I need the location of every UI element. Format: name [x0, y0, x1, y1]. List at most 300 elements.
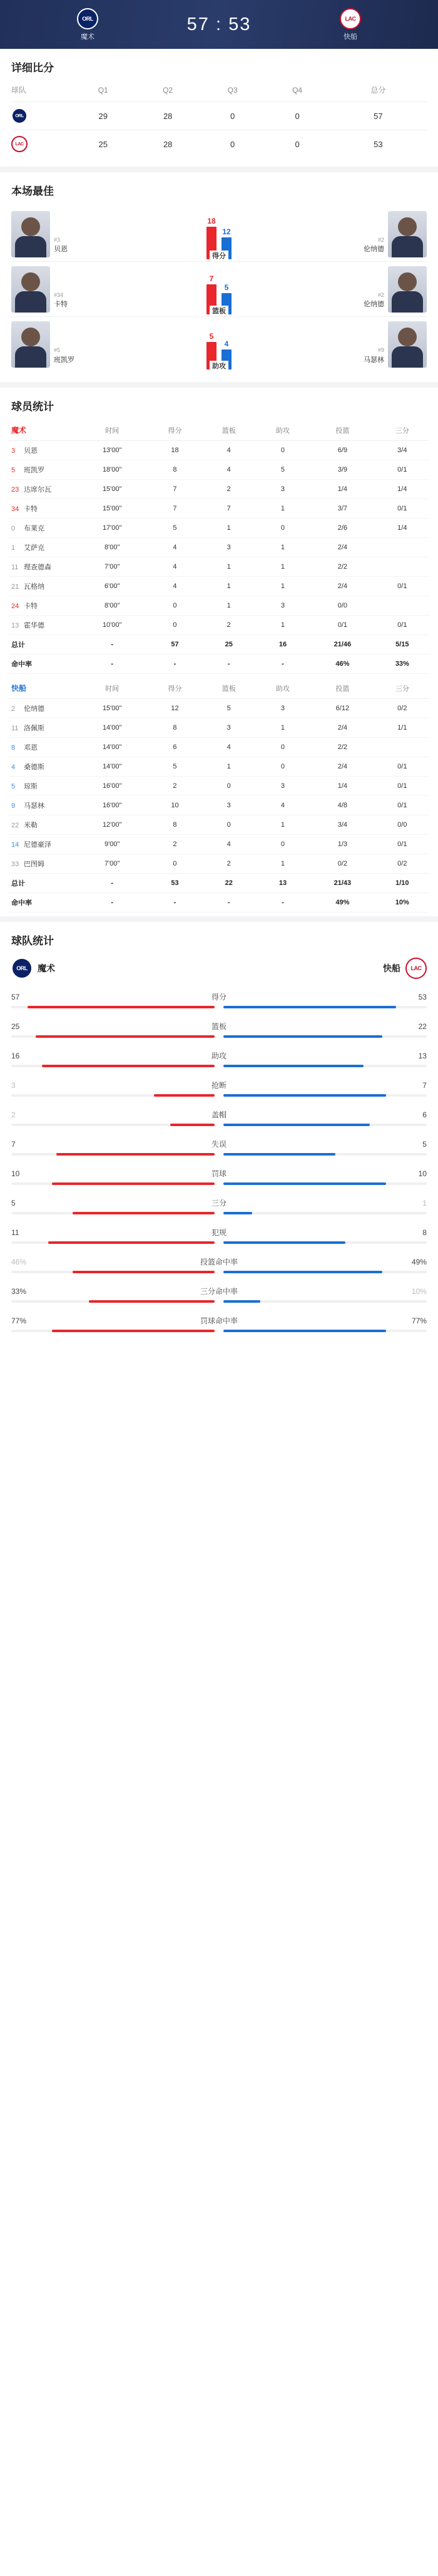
player-fg: 6/12 [310, 699, 375, 718]
team-stat-right-value: 1 [422, 1198, 427, 1208]
best-stat-label: 助攻 [210, 361, 228, 371]
team-stat-bar-right [223, 1124, 427, 1126]
player-minutes: 6'00" [76, 577, 148, 596]
player-assists: 0 [256, 738, 310, 757]
best-left-player[interactable] [11, 266, 86, 313]
player-name: 伦纳德 [364, 246, 384, 253]
team-stats-right-team [383, 958, 427, 979]
team-stat-left-value: 25 [11, 1022, 20, 1031]
team-stat-bar-left [11, 1330, 215, 1332]
player-points: 10 [148, 796, 201, 815]
magic-logo-icon: ORL [11, 958, 33, 979]
player-assists: 0 [256, 519, 310, 538]
player-fg: 6/9 [310, 441, 375, 460]
clippers-logo-icon: LAC [405, 958, 427, 979]
player-points: 2 [148, 835, 201, 854]
player-minutes: 7'00" [76, 557, 148, 577]
player-points: 4 [148, 538, 201, 557]
detail-total: 57 [330, 102, 427, 130]
team-stat-row [11, 1253, 427, 1282]
player-minutes: 18'00" [76, 460, 148, 480]
player-minutes: 14'00" [76, 718, 148, 738]
team-stat-right-value: 5 [422, 1139, 427, 1149]
player-fg: 2/2 [310, 738, 375, 757]
player-minutes: 15'00" [76, 499, 148, 519]
detail-col-q3: Q3 [227, 85, 238, 95]
away-team-name: 快船 [344, 33, 357, 41]
team-total-row: 总计 - 57 25 16 21/46 5/15 [9, 635, 429, 654]
player-points: 5 [148, 519, 201, 538]
col-3p: 三分 [375, 420, 429, 441]
player-minutes: 16'00" [76, 796, 148, 815]
player-stats-magic [0, 420, 438, 678]
best-right-player[interactable] [352, 266, 427, 313]
player-minutes: 10'00" [76, 616, 148, 635]
team-stat-label: 罚球命中率 [200, 1316, 238, 1325]
team-stat-left-value: 5 [11, 1198, 16, 1208]
team-stats-left-team [11, 958, 55, 979]
team-stat-right-value: 49% [411, 1257, 427, 1266]
player-3p: 0/1 [375, 757, 429, 777]
table-row[interactable] [9, 480, 429, 499]
player-3p: 0/1 [375, 796, 429, 815]
table-row[interactable] [9, 777, 429, 796]
detail-col-total: 总分 [370, 86, 386, 95]
best-stat-label: 得分 [210, 251, 228, 261]
table-row[interactable] [9, 815, 429, 835]
avatar [11, 211, 50, 257]
team-stats-right-name: 快船 [383, 963, 400, 973]
avatar [388, 211, 427, 257]
player-number: #5 [54, 347, 61, 353]
player-3p: 0/1 [375, 499, 429, 519]
player-3p: 1/4 [375, 519, 429, 538]
table-row[interactable] [9, 441, 429, 460]
best-left-player[interactable] [11, 211, 86, 257]
col-fg: 投篮 [310, 678, 375, 699]
player-fg: 3/4 [310, 815, 375, 835]
player-rebounds: 2 [202, 854, 256, 874]
player-cell: 8 邓恩 [9, 738, 76, 757]
player-points: 0 [148, 596, 201, 616]
detail-score-table [0, 81, 438, 167]
team-stat-left-value: 33% [11, 1286, 27, 1296]
player-rebounds: 3 [202, 538, 256, 557]
col-ast: 助攻 [256, 678, 310, 699]
player-cell: 2 伦纳德 [9, 699, 76, 718]
player-fg: 0/0 [310, 596, 375, 616]
detail-q2: 28 [135, 130, 200, 158]
table-row[interactable] [9, 519, 429, 538]
team-stat-right-value: 7 [422, 1080, 427, 1090]
player-minutes: 8'00" [76, 538, 148, 557]
col-pts: 得分 [148, 678, 201, 699]
team-stat-row [11, 1076, 427, 1105]
player-cell: 3 贝恩 [9, 441, 76, 460]
team-pct-row: 命中率 - - - - 46% 33% [9, 654, 429, 674]
team-stat-row [11, 1194, 427, 1223]
team-stat-right-value: 13 [418, 1051, 427, 1060]
section-divider [0, 916, 438, 922]
clippers-header-row [9, 678, 429, 699]
player-rebounds: 1 [202, 757, 256, 777]
scoreboard [0, 0, 438, 49]
player-cell: 33 巴图姆 [9, 854, 76, 874]
best-right-player[interactable] [352, 321, 427, 368]
team-stat-bar-right [223, 1006, 427, 1008]
player-assists: 1 [256, 557, 310, 577]
player-assists: 1 [256, 815, 310, 835]
player-rebounds: 4 [202, 738, 256, 757]
detail-q2: 28 [135, 102, 200, 130]
player-points: 4 [148, 577, 201, 596]
player-3p: 3/4 [375, 441, 429, 460]
team-stat-bar-left [11, 1271, 215, 1273]
section-divider [0, 167, 438, 172]
detail-q4: 0 [265, 130, 329, 158]
pct-label: 命中率 [9, 654, 76, 674]
player-fg: 3/9 [310, 460, 375, 480]
best-right-player[interactable] [352, 211, 427, 257]
table-row[interactable] [9, 499, 429, 519]
player-rebounds: 1 [202, 557, 256, 577]
section-title-players: 球员统计 [11, 401, 54, 413]
best-chart-assists [86, 319, 352, 370]
team-stat-bar-right [223, 1153, 427, 1156]
player-rebounds: 1 [202, 596, 256, 616]
player-rebounds: 2 [202, 616, 256, 635]
total-label: 总计 [9, 635, 76, 654]
table-row[interactable] [9, 757, 429, 777]
player-minutes: 17'00" [76, 519, 148, 538]
scoreboard-away-team[interactable] [297, 8, 404, 41]
team-stat-label: 投篮命中率 [200, 1258, 238, 1266]
detail-header-row [11, 81, 427, 102]
player-fg: 2/6 [310, 519, 375, 538]
player-points: 0 [148, 854, 201, 874]
player-name: 贝恩 [54, 246, 68, 253]
player-number: 22 [11, 822, 19, 829]
table-row[interactable] [9, 699, 429, 718]
team-stat-right-value: 10 [418, 1169, 427, 1178]
table-row[interactable] [9, 577, 429, 596]
player-assists: 5 [256, 460, 310, 480]
table-row[interactable] [9, 557, 429, 577]
player-3p [375, 596, 429, 616]
team-stat-row [11, 1282, 427, 1311]
avatar [11, 266, 50, 313]
player-fg: 3/7 [310, 499, 375, 519]
player-3p: 1/4 [375, 480, 429, 499]
player-minutes: 9'00" [76, 835, 148, 854]
col-reb: 篮板 [202, 678, 256, 699]
player-name: 班凯罗 [54, 356, 74, 364]
player-fg: 1/4 [310, 480, 375, 499]
team-stat-row [11, 1223, 427, 1253]
team-stat-label: 得分 [211, 993, 227, 1001]
detail-col-q1: Q1 [98, 85, 108, 95]
player-number: 5 [11, 467, 16, 474]
table-row[interactable] [9, 835, 429, 854]
player-minutes: 14'00" [76, 738, 148, 757]
team-stat-left-value: 11 [11, 1228, 19, 1237]
player-fg: 0/1 [310, 616, 375, 635]
player-points: 6 [148, 738, 201, 757]
player-number: 8 [11, 744, 16, 752]
bar-value-left: 5 [209, 332, 214, 341]
team-stat-label: 犯规 [211, 1228, 227, 1237]
player-cell: 21 瓦格纳 [9, 577, 76, 596]
table-row[interactable] [9, 616, 429, 635]
section-title-team: 球队统计 [11, 935, 54, 947]
player-number: 3 [11, 447, 16, 455]
player-fg: 2/4 [310, 718, 375, 738]
scoreboard-home-team[interactable] [34, 8, 141, 41]
team-stat-left-value: 16 [11, 1051, 20, 1060]
player-assists: 1 [256, 616, 310, 635]
team-stat-bar-left [11, 1035, 215, 1038]
table-row[interactable] [9, 854, 429, 874]
player-points: 7 [148, 499, 201, 519]
player-minutes: 13'00" [76, 441, 148, 460]
bar-value-right: 5 [224, 282, 229, 292]
best-row-points [11, 207, 427, 262]
team-stat-bar-right [223, 1271, 427, 1273]
player-assists: 4 [256, 796, 310, 815]
section-title-best: 本场最佳 [11, 185, 54, 197]
col-min: 时间 [76, 420, 148, 441]
table-row[interactable] [9, 718, 429, 738]
best-row-assists [11, 317, 427, 372]
table-row[interactable] [9, 460, 429, 480]
team-stat-left-value: 2 [11, 1110, 16, 1119]
team-stat-left-value: 77% [11, 1316, 27, 1325]
player-3p: 0/2 [375, 699, 429, 718]
player-number: #2 [377, 291, 384, 298]
best-row-rebounds [11, 262, 427, 317]
team-stats-header [11, 954, 427, 988]
player-assists: 3 [256, 699, 310, 718]
table-row [11, 102, 427, 130]
team-stat-bar-right [223, 1094, 427, 1097]
col-pts: 得分 [148, 420, 201, 441]
player-cell: 34 卡特 [9, 499, 76, 519]
team-stat-left-value: 57 [11, 992, 20, 1001]
player-rebounds: 4 [202, 441, 256, 460]
detail-q3: 0 [200, 130, 265, 158]
player-rebounds: 0 [202, 815, 256, 835]
team-stat-right-value: 77% [411, 1316, 427, 1325]
team-stat-bar-left [11, 1241, 215, 1244]
detail-col-q2: Q2 [163, 85, 173, 95]
avatar [11, 321, 50, 368]
player-number: #2 [377, 236, 384, 243]
team-stat-label: 罚球 [211, 1169, 227, 1178]
total-label: 总计 [9, 874, 76, 893]
team-stat-bar-right [223, 1035, 427, 1038]
player-cell: 5 琼斯 [9, 777, 76, 796]
team-stat-label: 篮板 [211, 1022, 227, 1031]
detail-team-cell [11, 130, 71, 158]
player-assists: 0 [256, 835, 310, 854]
player-number: 1 [11, 544, 16, 552]
detail-col-team: 球队 [11, 86, 27, 95]
team-stat-left-value: 46% [11, 1257, 27, 1266]
team-stat-bar-left [11, 1094, 215, 1097]
team-stat-right-value: 6 [422, 1110, 427, 1119]
player-rebounds: 2 [202, 480, 256, 499]
team-stat-bar-right [223, 1212, 427, 1214]
detail-q3: 0 [200, 102, 265, 130]
player-rebounds: 3 [202, 718, 256, 738]
col-min: 时间 [76, 678, 148, 699]
player-cell: 22 米勒 [9, 815, 76, 835]
avatar [388, 321, 427, 368]
player-3p: 0/1 [375, 835, 429, 854]
team-stat-left-value: 3 [11, 1080, 16, 1090]
player-number: #34 [54, 291, 64, 298]
player-assists: 0 [256, 441, 310, 460]
player-3p: 0/0 [375, 815, 429, 835]
player-fg: 1/4 [310, 777, 375, 796]
table-row [11, 130, 427, 158]
section-title-detail: 详细比分 [11, 62, 54, 74]
team-stat-right-value: 22 [418, 1022, 427, 1031]
avatar [388, 266, 427, 313]
player-fg: 4/8 [310, 796, 375, 815]
player-number: 4 [11, 763, 16, 771]
player-assists: 1 [256, 499, 310, 519]
col-3p: 三分 [375, 678, 429, 699]
team-stat-bar-left [11, 1300, 215, 1303]
player-stats-clippers [0, 678, 438, 916]
player-3p: 0/1 [375, 460, 429, 480]
player-cell: 5 班凯罗 [9, 460, 76, 480]
bar-value-right: 4 [224, 339, 229, 348]
team-stat-label: 盖帽 [211, 1110, 227, 1119]
magic-logo-icon: ORL [77, 8, 98, 29]
player-cell: 9 马瑟林 [9, 796, 76, 815]
col-reb: 篮板 [202, 420, 256, 441]
player-points: 8 [148, 460, 201, 480]
table-row[interactable] [9, 796, 429, 815]
player-3p: 0/1 [375, 777, 429, 796]
player-3p: 0/1 [375, 577, 429, 596]
player-assists: 3 [256, 480, 310, 499]
detail-q1: 25 [71, 130, 135, 158]
player-fg: 2/2 [310, 557, 375, 577]
score-display: 57 : 53 [186, 14, 252, 34]
player-rebounds: 0 [202, 777, 256, 796]
team-stat-label: 三分命中率 [200, 1287, 238, 1296]
player-minutes: 14'00" [76, 757, 148, 777]
player-number: 0 [11, 525, 16, 532]
player-number: 23 [11, 486, 19, 494]
player-cell: 11 理查德森 [9, 557, 76, 577]
team-total-row: 总计 - 53 22 13 21/43 1/10 [9, 874, 429, 893]
table-row[interactable] [9, 738, 429, 757]
bar-value-left: 7 [209, 274, 214, 283]
team-stat-label: 失误 [211, 1140, 227, 1149]
player-assists: 1 [256, 538, 310, 557]
player-points: 5 [148, 757, 201, 777]
player-points: 18 [148, 441, 201, 460]
player-points: 8 [148, 718, 201, 738]
team-stat-bar-right [223, 1300, 427, 1303]
best-stat-label: 篮板 [210, 306, 228, 316]
team-stat-bar-right [223, 1330, 427, 1332]
player-cell: 4 桑德斯 [9, 757, 76, 777]
player-fg: 1/3 [310, 835, 375, 854]
table-row[interactable] [9, 538, 429, 557]
player-3p [375, 738, 429, 757]
player-rebounds: 5 [202, 699, 256, 718]
team-stats-left-name: 魔术 [38, 963, 55, 973]
team-stat-row [11, 1017, 427, 1047]
best-left-player[interactable] [11, 321, 86, 368]
player-assists: 1 [256, 577, 310, 596]
player-cell: 0 布莱克 [9, 519, 76, 538]
clippers-team-label: 快船 [9, 678, 76, 699]
team-stat-left-value: 7 [11, 1139, 16, 1149]
section-divider [0, 382, 438, 388]
best-chart-rebounds [86, 264, 352, 314]
player-fg: 2/4 [310, 757, 375, 777]
team-stat-bar-right [223, 1241, 427, 1244]
player-rebounds: 7 [202, 499, 256, 519]
team-stat-row [11, 1047, 427, 1076]
player-cell: 23 达席尔瓦 [9, 480, 76, 499]
detail-q1: 29 [71, 102, 135, 130]
team-stat-row [11, 1164, 427, 1194]
table-row[interactable] [9, 596, 429, 616]
team-stat-row [11, 1135, 427, 1164]
best-chart-points [86, 209, 352, 259]
player-minutes: 8'00" [76, 596, 148, 616]
player-number: 5 [11, 783, 16, 790]
player-3p: 0/2 [375, 854, 429, 874]
team-stat-bar-left [11, 1065, 215, 1067]
player-number: #3 [54, 236, 61, 243]
team-stat-bar-right [223, 1065, 427, 1067]
detail-col-q4: Q4 [292, 85, 303, 95]
player-assists: 3 [256, 596, 310, 616]
player-points: 0 [148, 616, 201, 635]
team-stat-right-value: 8 [422, 1228, 427, 1237]
player-rebounds: 3 [202, 796, 256, 815]
player-number: 11 [11, 725, 19, 732]
team-stats [0, 954, 438, 1357]
team-stat-bar-left [11, 1182, 215, 1185]
player-rebounds: 4 [202, 460, 256, 480]
clippers-logo-icon: LAC [340, 8, 361, 29]
player-number: 13 [11, 622, 19, 629]
player-assists: 1 [256, 854, 310, 874]
player-number: 11 [11, 564, 19, 571]
player-minutes: 15'00" [76, 699, 148, 718]
player-name: 伦纳德 [364, 301, 384, 308]
player-minutes: 16'00" [76, 777, 148, 796]
player-number: 9 [11, 802, 16, 810]
detail-q4: 0 [265, 102, 329, 130]
player-fg: 2/4 [310, 577, 375, 596]
team-stat-bar-left [11, 1212, 215, 1214]
player-cell: 13 霍华德 [9, 616, 76, 635]
team-stat-label: 助攻 [211, 1052, 227, 1060]
player-number: 33 [11, 861, 19, 868]
player-3p: 1/1 [375, 718, 429, 738]
bar-value-right: 12 [222, 227, 231, 236]
